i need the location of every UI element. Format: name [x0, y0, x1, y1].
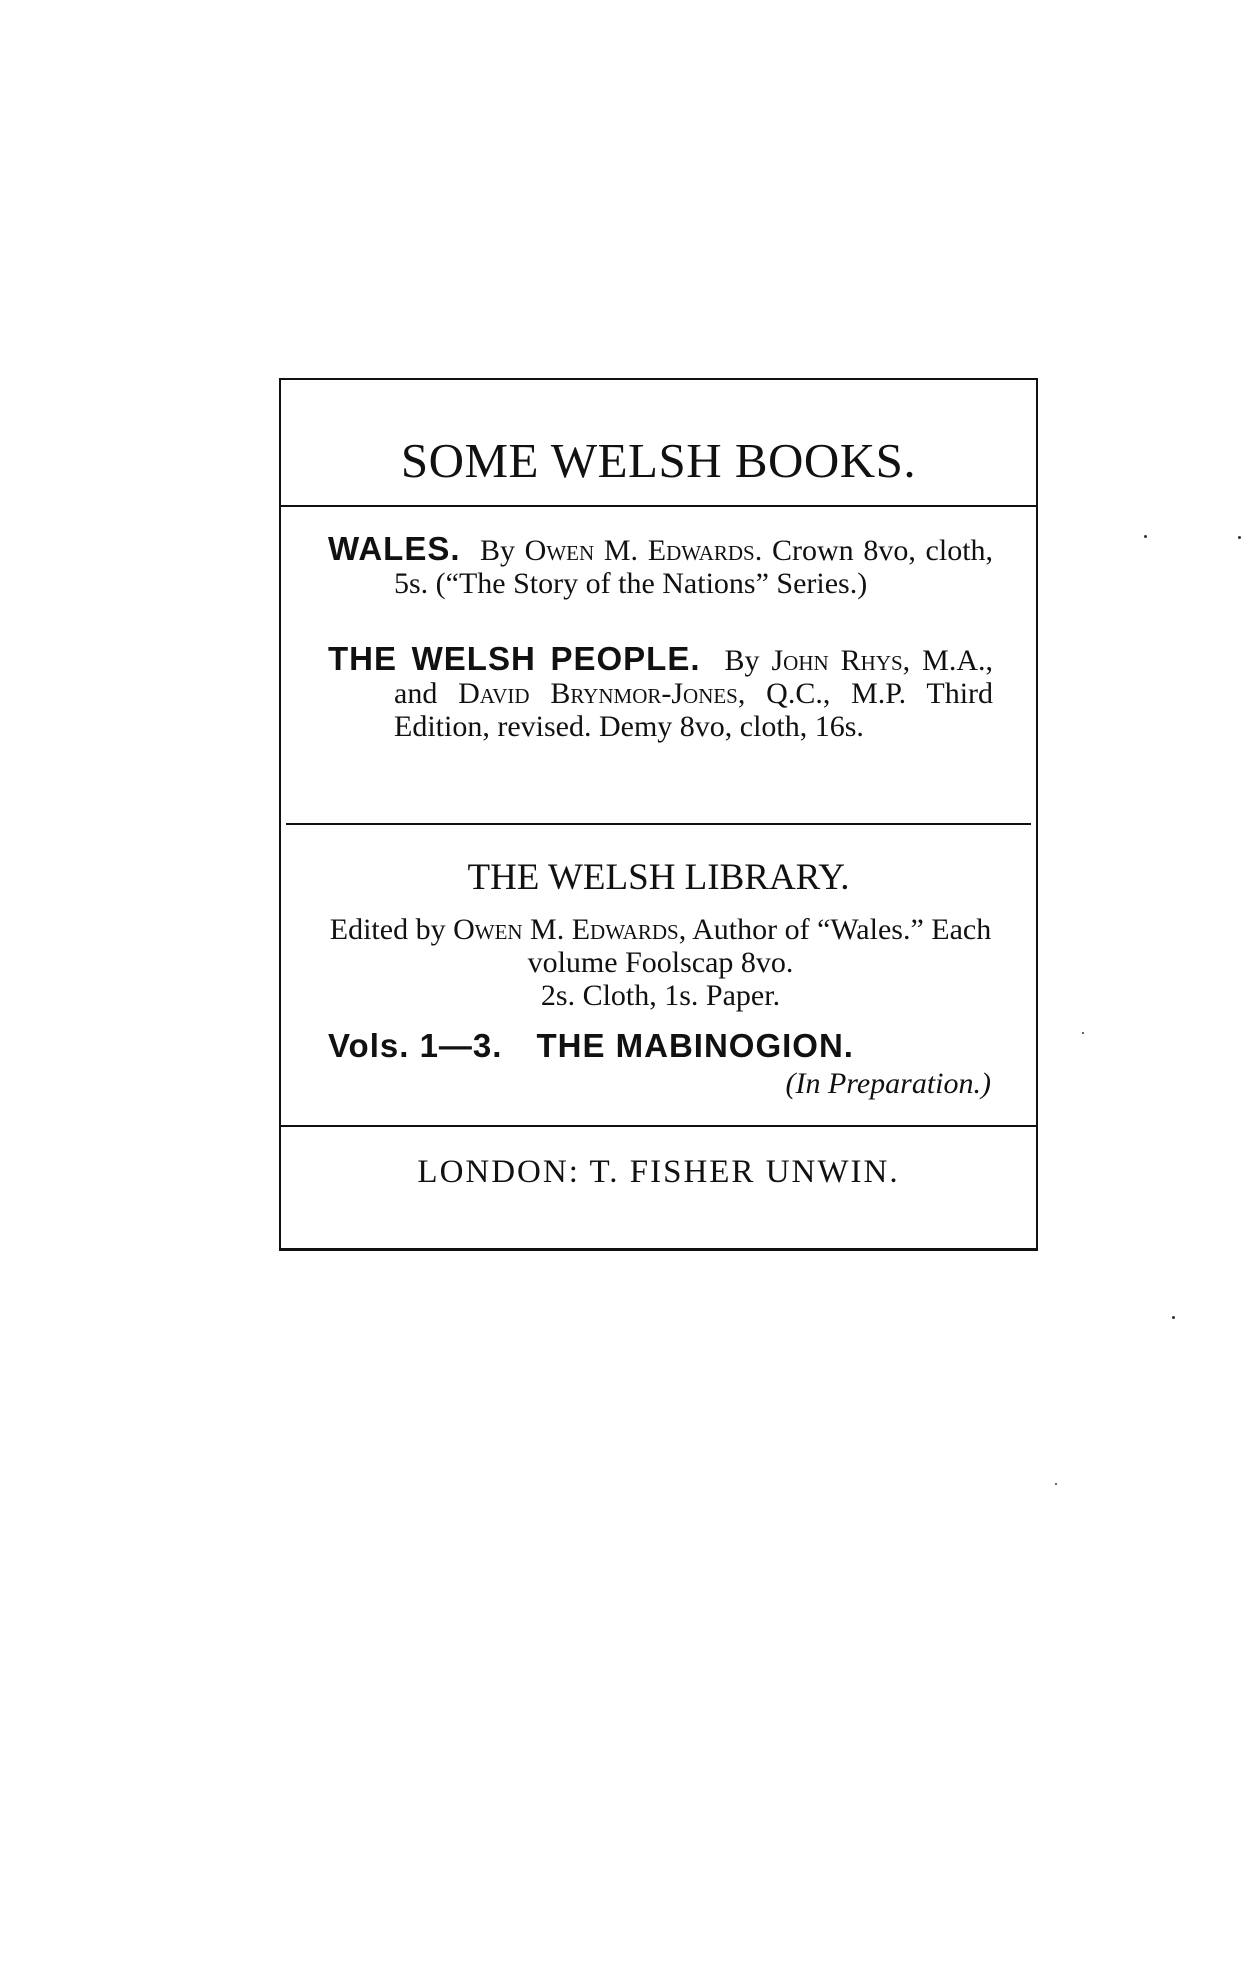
paper-speck: [1082, 1032, 1084, 1034]
volumes-line: [328, 1027, 993, 1065]
book-author-mid: M.A., and: [394, 644, 993, 710]
book-author: Owen M. Edwards.: [524, 534, 763, 567]
preparation-status: (In Preparation.): [785, 1067, 991, 1100]
publisher-imprint: LONDON: T. FISHER UNWIN.: [417, 1154, 900, 1190]
paper-speck: [1055, 1483, 1057, 1485]
by-label: By: [724, 644, 760, 677]
book-coauthor: David Brynmor-Jones,: [458, 677, 746, 710]
library-title: THE WELSH LIBRARY.: [467, 857, 850, 898]
paper-speck: [1144, 535, 1147, 538]
book-title: WALES.: [328, 530, 461, 567]
divider-top: [281, 505, 1036, 507]
divider-bottom: [281, 1125, 1036, 1127]
library-price: 2s. Cloth, 1s. Paper.: [540, 979, 781, 1012]
page-title: SOME WELSH BOOKS.: [400, 433, 917, 488]
volumes-label: Vols. 1—3.: [328, 1027, 503, 1064]
paper-speck: [1238, 536, 1241, 539]
book-title: THE WELSH PEOPLE.: [328, 640, 701, 677]
divider-middle: [286, 823, 1031, 825]
book-details: Q.C., M.P. Third Edition, revised. Demy 8vo, cloth, 16s.: [394, 677, 994, 743]
volumes-title: THE MABINOGION.: [536, 1027, 854, 1064]
library-editor: Owen M. Edwards,: [453, 913, 687, 946]
paper-speck: [1172, 1316, 1175, 1319]
library-description: [328, 913, 993, 1012]
library-description-rest: Author of “Wales.” Each volume Foolscap 8vo.: [527, 913, 992, 979]
advertisement-box: [279, 378, 1038, 1251]
book-entry-wales: [328, 532, 993, 600]
book-details: Crown 8vo, cloth, 5s. (“The Story of the Nations” Series.): [394, 534, 994, 600]
book-entry-welsh-people: [328, 642, 993, 743]
book-author: John Rhys,: [771, 644, 911, 677]
edited-by-label: Edited by: [329, 913, 446, 946]
by-label: By: [479, 534, 515, 567]
